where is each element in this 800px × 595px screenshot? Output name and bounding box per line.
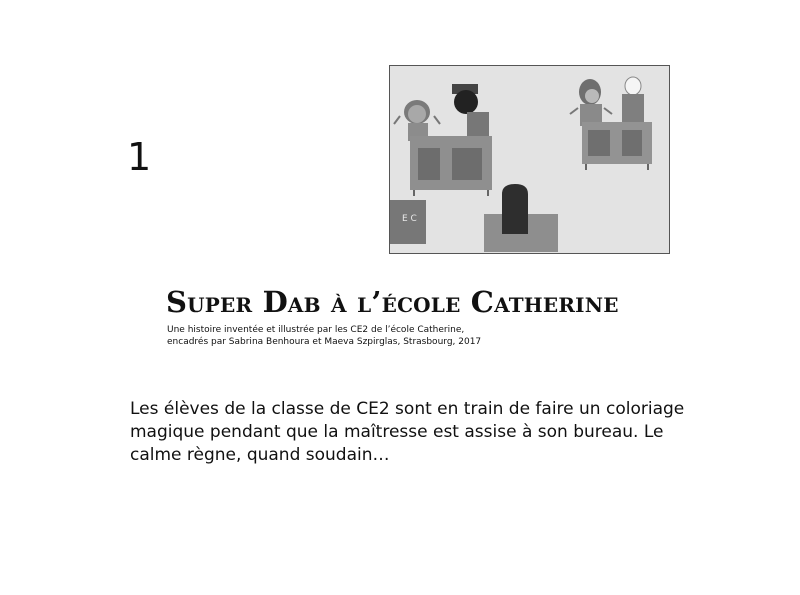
credits-line-1: Une histoire inventée et illustrée par les CE2 de l’école Catherine, <box>167 325 465 335</box>
story-title: Super Dab à l’école Catherine <box>166 285 619 319</box>
classroom-illustration <box>389 65 670 254</box>
board-letters: E C <box>402 214 417 224</box>
board-bottom-left <box>390 200 426 244</box>
story-paragraph: Les élèves de la classe de CE2 sont en train de faire un coloriage magique pendant que la maîtresse est assise à son bureau. Le calme règne, quand soudain… <box>130 399 685 465</box>
credits-line-2: encadrés par Sabrina Benhoura et Maeva Szpirglas, Strasbourg, 2017 <box>167 337 482 347</box>
teacher-figure <box>622 77 644 128</box>
credits <box>167 324 481 348</box>
page-number: 1 <box>127 135 152 179</box>
desk-right <box>582 122 652 170</box>
desk-left <box>410 136 492 196</box>
classroom-drawing <box>390 66 669 253</box>
